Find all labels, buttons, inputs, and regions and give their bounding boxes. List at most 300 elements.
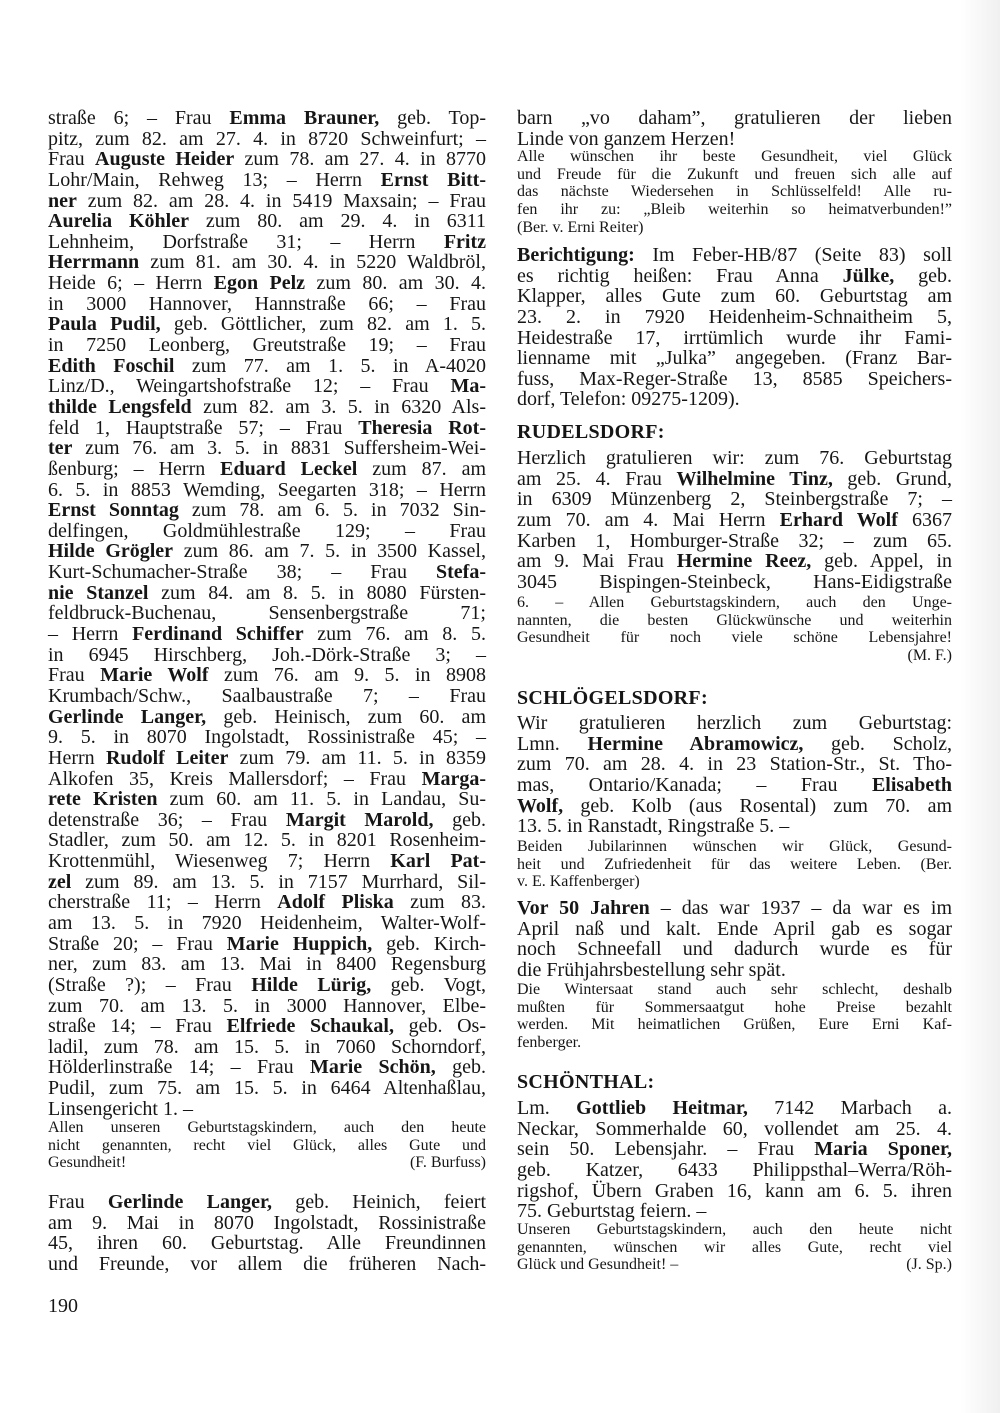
text-line [517, 129, 952, 150]
text-segment: zum 80. am 30. 4. [305, 272, 487, 295]
text-segment: rigshof, Übern Graben 16, kann am 6. 5. ihren [517, 1179, 952, 1202]
text-segment: Alle wünschen ihr beste Gesundheit, viel Glück [517, 148, 952, 165]
scan-edge-shadow [960, 0, 1000, 1413]
text-line [48, 975, 486, 996]
text-segment: ladil, zum 78. am 15. 5. in 7060 Schorndorf, [48, 1035, 486, 1058]
text-segment: dorf, Telefon: 09275-1209). [517, 388, 740, 411]
text-line [517, 612, 952, 630]
text-line [48, 1119, 486, 1137]
text-segment: geb. Katzer, 6433 Philippsthal–Werra/Röh- [517, 1158, 952, 1181]
schoenthal-paragraph [517, 1098, 952, 1222]
text-line [48, 1078, 486, 1099]
rudelsdorf-paragraph [517, 448, 952, 592]
text-line [48, 810, 486, 831]
bold-name-text: Ernst Sonntag [48, 499, 179, 522]
text-segment: Linde von ganzem Herzen! [517, 127, 736, 150]
text-line [517, 389, 952, 410]
text-segment: Beiden Jubilarinnen wünschen wir Glück, Gesund- [517, 838, 952, 855]
text-line [48, 273, 486, 294]
text-line [517, 1181, 952, 1202]
text-line [48, 356, 486, 377]
text-line [48, 1233, 486, 1254]
text-line [517, 647, 952, 665]
text-segment: straße 14; – Frau [48, 1015, 227, 1038]
text-segment: zum 70. am 13. 5. in 3000 Hannover, Elbe- [48, 994, 486, 1017]
text-line [517, 108, 952, 129]
text-line [48, 727, 486, 748]
section-heading-schloegelsdorf: SCHLÖGELSDORF: [517, 687, 708, 709]
text-line [517, 939, 952, 960]
text-line [517, 754, 952, 775]
bold-name-text: Ferdinand Schiffer [132, 623, 304, 646]
bold-name-text: Fritz [443, 230, 486, 253]
text-line [48, 583, 486, 604]
text-segment: heit und Zufriedenheit für das weitere Leben. (Ber. [517, 855, 952, 873]
bold-name-text: ter [48, 437, 73, 460]
text-segment: und Freunde, vor allem die früheren Nach- [48, 1252, 486, 1275]
text-line [48, 1037, 486, 1058]
text-line [517, 201, 952, 219]
text-segment: am 9. Mai Frau [517, 550, 677, 573]
text-segment: Gesundheit! [48, 1154, 127, 1172]
text-segment: 9. 5. in 8070 Ingolstadt, Rossinistraße 45; – [48, 726, 486, 749]
bold-name-text: nie Stanzel [48, 581, 149, 604]
text-line [517, 1034, 952, 1052]
text-segment: (Ber. v. Erni Reiter) [517, 218, 644, 236]
text-segment: und Freude für die Zukunft und freuen sich alle auf [517, 165, 952, 183]
bold-name-text: zel [48, 870, 72, 893]
text-segment: 6. – Allen Geburtstagskindern, auch den Unge- [517, 594, 952, 611]
text-line [48, 1099, 486, 1120]
text-line [517, 838, 952, 856]
bold-name-text: Marie Huppich, [226, 932, 373, 955]
text-line [517, 448, 952, 469]
text-segment: 23. 2. in 7920 Heidenheim-Schnaitheim 5, [517, 305, 952, 328]
text-line [48, 459, 486, 480]
text-line [517, 328, 952, 349]
text-line [48, 294, 486, 315]
schloegelsdorf-wishes-note [517, 838, 952, 891]
text-line [517, 796, 952, 817]
section-heading-rudelsdorf: RUDELSDORF: [517, 421, 665, 443]
bold-name-text: Gerlinde Langer, [107, 1191, 273, 1213]
text-line [48, 665, 486, 686]
bold-name-text: Wolf, [517, 794, 564, 817]
text-segment: zum 79. am 11. 5. in 8359 [228, 746, 487, 769]
bold-name-text: Auguste Heider [95, 148, 235, 171]
text-segment: pitz, zum 82. am 27. 4. in 8720 Schweinfurt; – [48, 127, 486, 150]
bold-name-text: Marie Wolf [100, 664, 209, 687]
text-segment: mas, Ontario/Kanada; – Frau [517, 773, 872, 796]
text-line [48, 252, 486, 273]
text-segment: es richtig heißen: Frau Anna [517, 264, 843, 287]
text-segment: geb. Vogt, [371, 973, 487, 996]
bold-name-text: Paula Pudil, [48, 313, 161, 336]
text-line [517, 572, 952, 593]
text-line [517, 183, 952, 201]
text-line [517, 286, 952, 307]
text-line [517, 348, 952, 369]
text-line [48, 707, 486, 728]
text-segment: Klapper, alles Gute zum 60. Geburtstag am [517, 285, 952, 308]
text-line [517, 1221, 952, 1239]
text-segment: Alkofen 35, Kreis Mallersdorf; – Frau [48, 767, 422, 790]
text-segment: Frau [48, 148, 95, 171]
text-line [517, 734, 952, 755]
bold-name-text: Margit Marold, [285, 808, 434, 831]
text-segment: zum 76. am 9. 5. in 8908 [208, 664, 486, 687]
text-segment: zum 86. am 7. 5. in 3500 Kassel, [173, 540, 486, 563]
bold-name-text: Erhard Wolf [779, 508, 898, 531]
text-line [48, 954, 486, 975]
text-segment: geb. Göttlicher, zum 82. am 1. 5. [160, 313, 486, 336]
text-line [517, 816, 952, 837]
text-line [48, 335, 486, 356]
text-segment: – das war 1937 – da war es im [649, 897, 952, 919]
text-segment: in 3000 Hannover, Hannstraße 66; – Frau [48, 292, 486, 315]
bold-name-text: Wilhelmine Tinz, [676, 467, 833, 490]
text-line [48, 645, 486, 666]
text-segment: geb. Scholz, [803, 732, 952, 755]
text-segment: Hölderlinstraße 14; – Frau [48, 1056, 310, 1079]
text-segment: Lehnheim, Dorfstraße 31; – Herrn [48, 230, 444, 253]
text-segment: nicht genannten, recht viel Glück, alles Gute und [48, 1136, 486, 1154]
author-attribution: (J. Sp.) [906, 1256, 952, 1274]
text-segment: Linz/D., Weingartshofstraße 12; – Frau [48, 375, 451, 398]
text-segment: April naß und kalt. Ende April gab es sogar [517, 917, 952, 940]
text-segment: geb. Heinisch, zum 60. am [206, 705, 486, 728]
text-segment: fuss, Max-Reger-Straße 13, 8585 Speichers- [517, 367, 952, 390]
text-line [517, 856, 952, 874]
text-line [517, 166, 952, 184]
text-line [48, 1137, 486, 1155]
bold-name-text: Gerlinde Langer, [48, 705, 207, 728]
bold-name-text: Marie Schön, [310, 1056, 436, 1079]
text-segment: feldbruck-Buchenau, Sensenbergstraße 71; [48, 602, 486, 625]
bold-name-text: Hermine Reez, [676, 550, 812, 573]
text-segment: Karben 1, Homburger-Straße 32; – zum 65. [517, 529, 952, 552]
rudelsdorf-wishes-note [517, 594, 952, 665]
text-line [48, 314, 486, 335]
bold-name-text: Elfriede Schaukal, [226, 1015, 394, 1038]
text-segment: am 9. Mai in 8070 Ingolstadt, Rossinistraße [48, 1211, 486, 1234]
text-line [517, 1016, 952, 1034]
text-segment: Wir gratulieren herzlich zum Geburtstag: [517, 712, 952, 734]
section-heading-schoenthal: SCHÖNTHAL: [517, 1071, 655, 1093]
text-line [48, 1057, 486, 1078]
text-line [517, 629, 952, 647]
text-segment: in 6309 Münzenberg 2, Steinbergstraße 7; – [517, 488, 952, 511]
text-segment: am 25. 4. Frau [517, 467, 677, 490]
text-segment: das nächste Wiedersehen in Schlüsselfeld! Alle ru- [517, 183, 952, 201]
text-segment: zum 78. am 27. 4. in 8770 [234, 148, 486, 171]
text-segment: zum 89. am 13. 5. in 7157 Murrhard, Sil- [71, 870, 486, 893]
fifty-years-ago-paragraph [517, 898, 952, 981]
bold-name-text: Jülke, [842, 264, 895, 287]
text-segment: ner, zum 83. am 13. Mai in 8400 Regensburg [48, 953, 486, 976]
text-line [48, 624, 486, 645]
text-segment: Pudil, zum 75. am 15. 5. in 6464 Altenhaßlau, [48, 1077, 486, 1100]
text-segment: in 7250 Leonberg, Greutstraße 19; – Frau [48, 334, 486, 357]
text-segment: 7142 Marbach a. [747, 1097, 953, 1119]
text-segment: 45, ihren 60. Geburtstag. Alle Freundinnen [48, 1232, 486, 1255]
text-line [517, 551, 952, 572]
text-segment: nannten, die besten Glückwünsche und weiterhin [517, 611, 952, 629]
text-segment: Frau [48, 664, 101, 687]
text-line [517, 873, 952, 891]
text-segment: fen ihr zu: „Bleib weiterhin so heimatverbunden!” [517, 201, 952, 219]
text-segment: Neckar, Sommerhalde 60, vollendet am 25. 4. [517, 1117, 952, 1140]
text-segment: Lm. [517, 1097, 577, 1119]
text-segment: zum 76. am 3. 5. in 8831 Suffersheim-Wei- [72, 437, 486, 460]
text-segment: zum 78. am 6. 5. in 7032 Sin- [178, 499, 486, 522]
text-line [48, 397, 486, 418]
text-segment: zum 70. am 4. Mai Herrn [517, 508, 780, 531]
text-line [48, 108, 486, 129]
text-segment: Frau [48, 1191, 108, 1213]
bold-name-text: rete Kristen [48, 788, 158, 811]
text-line [48, 892, 486, 913]
text-segment: zum 80. am 29. 4. in 6311 [188, 210, 486, 233]
text-line [517, 919, 952, 940]
text-line [517, 469, 952, 490]
text-line [517, 960, 952, 981]
text-line [48, 603, 486, 624]
text-segment: geb. Kolb (aus Rosental) zum 70. am [563, 794, 952, 817]
text-segment: 6367 [897, 508, 953, 531]
text-segment: Unseren Geburtstagskindern, auch den heute nicht [517, 1221, 952, 1238]
text-segment: geb. Os- [393, 1015, 486, 1038]
text-line [48, 872, 486, 893]
text-segment: cherstraße 11; – Herrn [48, 891, 278, 914]
text-segment: barn „vo daham”, gratulieren der lieben [517, 107, 952, 129]
text-segment: 6. 5. in 8853 Wemding, Seegarten 318; – Herrn [48, 478, 486, 501]
text-line [48, 129, 486, 150]
text-line [517, 489, 952, 510]
schoenthal-wishes-note [517, 1221, 952, 1274]
text-line [48, 769, 486, 790]
bold-name-text: Theresia Rot- [358, 416, 486, 439]
text-segment: sein 50. Lebensjahr. – Frau [517, 1138, 815, 1161]
bold-name-text: Hilde Grögler [48, 540, 174, 563]
bold-name-text: Gottlieb Heitmar, [576, 1097, 748, 1119]
text-segment: zum 83. [393, 891, 486, 914]
text-segment: Straße 20; – Frau [48, 932, 227, 955]
bold-name-text: Rudolf Leiter [105, 746, 229, 769]
text-segment: Stadler, zum 50. am 12. 5. in 8201 Rosenheim- [48, 829, 486, 852]
text-line [517, 148, 952, 166]
text-segment: Lohr/Main, Rehweg 13; – Herrn [48, 168, 381, 191]
bold-name-text: Emma Brauner, [229, 107, 380, 129]
text-line [517, 245, 952, 266]
text-segment: geb. [433, 808, 487, 831]
bold-name-text: Vor 50 Jahren [517, 897, 650, 919]
bold-name-text: Eduard Leckel [220, 457, 358, 480]
text-line [48, 500, 486, 521]
neighbors-greeting-paragraph [517, 108, 952, 149]
text-segment: zum 60. am 11. 5. in Landau, Su- [157, 788, 486, 811]
text-segment: zum 77. am 1. 5. in A-4020 [174, 354, 486, 377]
text-line [48, 789, 486, 810]
text-segment: Lmn. [517, 732, 588, 755]
text-line [517, 1239, 952, 1257]
text-segment: am 13. 5. in 7920 Heidenheim, Walter-Wolf- [48, 911, 486, 934]
text-line [517, 713, 952, 734]
text-line [48, 1254, 486, 1275]
text-segment: zum 70. am 28. 4. in 23 Station-Str., St. Tho- [517, 753, 952, 776]
text-segment: Im Feber-HB/87 (Seite 83) soll [634, 244, 952, 266]
text-line [48, 521, 486, 542]
bold-name-text: Ernst Bitt- [380, 168, 486, 191]
text-segment: feld 1, Hauptstraße 57; – Frau [48, 416, 359, 439]
text-segment: zum 81. am 30. 4. in 5220 Waldbröl, [139, 251, 486, 274]
text-line [48, 480, 486, 501]
schloegelsdorf-paragraph [517, 713, 952, 837]
text-segment: geb. [894, 264, 952, 287]
bold-name-text: Stefa- [436, 561, 486, 584]
text-segment: mußten für Sommersaatgut hohe Preise bezahlt [517, 998, 952, 1016]
text-line [48, 170, 486, 191]
text-segment: Krumbach/Schw., Saalbaustraße 7; – Frau [48, 684, 486, 707]
text-line [48, 830, 486, 851]
text-line [48, 191, 486, 212]
text-line [48, 1213, 486, 1234]
fifty-years-ago-note [517, 981, 952, 1052]
text-line [517, 775, 952, 796]
text-line [48, 1192, 486, 1213]
text-segment: detenstraße 36; – Frau [48, 808, 286, 831]
text-segment: Kurt-Schumacher-Straße 38; – Frau [48, 561, 437, 584]
bold-name-text: Marga- [421, 767, 486, 790]
author-attribution: (F. Burfuss) [409, 1154, 486, 1172]
text-line [48, 418, 486, 439]
text-line [48, 996, 486, 1017]
text-segment: zum 82. am 3. 5. in 6320 Als- [191, 395, 486, 418]
bold-name-text: Hilde Lürig, [251, 973, 372, 996]
text-line [48, 211, 486, 232]
closing-wishes-note [48, 1119, 486, 1172]
text-segment: in 6945 Hirschberg, Joh.-Dörk-Straße 3; – [48, 643, 486, 666]
text-segment: geb. Kirch- [372, 932, 487, 955]
text-line [517, 307, 952, 328]
text-segment: v. E. Kaffenberger) [517, 873, 640, 891]
text-line [48, 376, 486, 397]
text-segment: Krottenmühl, Wiesenweg 7; Herrn [48, 850, 391, 873]
bold-name-text: Aurelia Köhler [48, 210, 189, 233]
text-segment: (Straße ?); – Frau [48, 973, 252, 996]
bold-name-text: Herrmann [48, 251, 140, 274]
bold-name-text: ner [48, 189, 77, 212]
text-line [517, 266, 952, 287]
text-segment: 75. Geburtstag feiern. – [517, 1200, 707, 1223]
text-segment: Heide 6; – Herrn [48, 272, 214, 295]
author-attribution: (M. F.) [907, 647, 952, 665]
text-segment: Heidestraße 17, irrtümlich wurde ihr Fami- [517, 326, 952, 349]
text-segment: Herrn [48, 746, 106, 769]
text-line [517, 1160, 952, 1181]
text-line [48, 1016, 486, 1037]
text-segment: 13. 5. in Ranstadt, Ringstraße 5. – [517, 815, 790, 838]
text-line [48, 913, 486, 934]
bold-name-text: Karl Pat- [390, 850, 486, 873]
bold-name-text: Ma- [450, 375, 486, 398]
text-segment: zum 76. am 8. 5. [303, 623, 487, 646]
text-line [517, 1119, 952, 1140]
page-number: 190 [48, 1295, 78, 1317]
correction-paragraph [517, 245, 952, 410]
text-segment: noch Schneefall und dadurch wurde es für [517, 938, 952, 961]
text-line [48, 232, 486, 253]
text-line [48, 851, 486, 872]
text-segment: lienname mit „Julka” angegeben. (Franz Bar- [517, 347, 952, 370]
text-line [517, 898, 952, 919]
text-segment: Gesundheit für noch viele schöne Lebensjahre! [517, 629, 952, 647]
text-segment: straße 6; – Frau [48, 107, 230, 129]
text-segment: 3045 Bispingen-Steinbeck, Hans-Eidigstraße [517, 570, 952, 593]
gerlinde-langer-paragraph [48, 1192, 486, 1275]
text-segment: – Herrn [48, 623, 133, 646]
bold-name-text: Edith Foschil [48, 354, 175, 377]
bold-name-text: Adolf Pliska [277, 891, 394, 914]
text-segment: zum 84. am 8. 5. in 8080 Fürsten- [148, 581, 486, 604]
text-line [517, 369, 952, 390]
text-line [517, 1201, 952, 1222]
text-segment: genannten, wünschen wir alles Gute, recht viel [517, 1238, 952, 1256]
text-segment: Die Wintersaat stand auch sehr schlecht, deshalb [517, 981, 952, 998]
wishes-note [517, 148, 952, 236]
text-segment: ßenburg; – Herrn [48, 457, 221, 480]
text-segment: zum 87. am [357, 457, 486, 480]
text-line [517, 1098, 952, 1119]
bold-name-text: Berichtigung: [517, 244, 635, 266]
text-segment: Herzlich gratulieren wir: zum 76. Geburtstag [517, 447, 952, 469]
bold-name-text: Egon Pelz [213, 272, 306, 295]
text-line [517, 531, 952, 552]
text-segment: delfingen, Goldmühlestraße 129; – Frau [48, 519, 486, 542]
text-line [48, 149, 486, 170]
text-segment: geb. Heinich, feiert [272, 1191, 486, 1213]
text-line [48, 562, 486, 583]
text-segment: geb. Top- [379, 107, 486, 129]
text-segment: geb. [435, 1056, 486, 1079]
text-segment: Glück und Gesundheit! – [517, 1256, 679, 1274]
text-segment: geb. Grund, [832, 467, 953, 490]
bold-name-text: Elisabeth [871, 773, 952, 796]
text-segment: zum 82. am 28. 4. in 5419 Maxsain; – Frau [76, 189, 486, 212]
text-line [48, 686, 486, 707]
text-segment: Linsengericht 1. – [48, 1097, 193, 1120]
text-line [48, 1154, 486, 1172]
text-line [517, 510, 952, 531]
bold-name-text: Hermine Abramowicz, [587, 732, 804, 755]
text-line [517, 219, 952, 237]
text-segment: fenberger. [517, 1034, 582, 1052]
text-line [517, 594, 952, 612]
text-segment: Allen unseren Geburtstagskindern, auch den heute [48, 1119, 486, 1136]
text-line [517, 1256, 952, 1274]
text-line [48, 934, 486, 955]
text-line [517, 1139, 952, 1160]
text-line [48, 541, 486, 562]
text-segment: die Frühjahrsbestellung sehr spät. [517, 958, 786, 981]
bold-name-text: Maria Sponer, [814, 1138, 952, 1161]
text-line [517, 981, 952, 999]
text-line [48, 438, 486, 459]
text-segment: geb. Appel, in [811, 550, 952, 573]
birthday-list-paragraph [48, 108, 486, 1119]
text-segment: werden. Mit heimatlichen Grüßen, Eure Erni Kaf- [517, 1016, 952, 1034]
bold-name-text: thilde Lengsfeld [48, 395, 192, 418]
